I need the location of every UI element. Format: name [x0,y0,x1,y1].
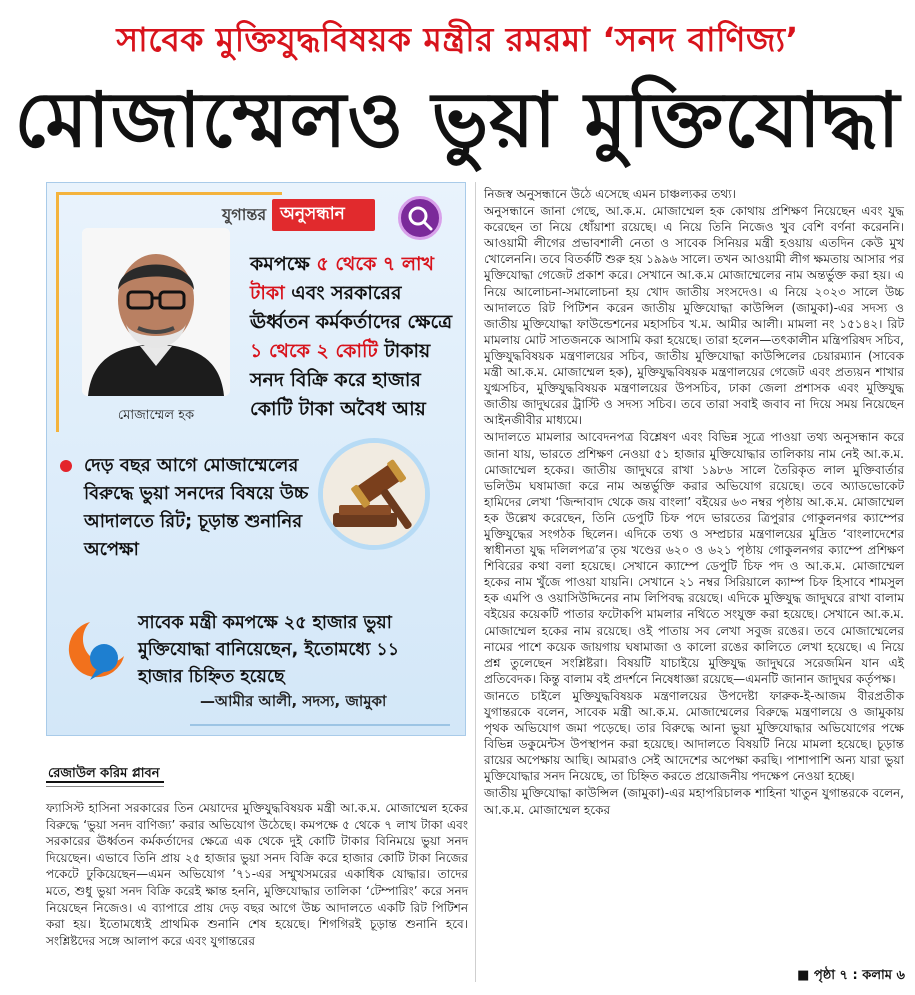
byline-rule [46,786,164,787]
byline-rule [46,781,164,783]
stat-highlight: ১ থেকে ২ কোটি [250,340,378,362]
headline: মোজাম্মেলও ভুয়া মুক্তিযোদ্ধা [14,75,901,164]
paragraph: আদালতে মামলার আবেদনপত্র বিশ্লেষণ এবং বিভিন্ন সূত্রে পাওয়া তথ্য অনুসন্ধান করে জানা যায়, ভারতে প্রশিক্ষণ নেওয়া ৫১ হাজার মুক্তিযোদ্ধার তালিকায় নাম নেই আ.ক.ম. মোজাম্মেল হকের। জাতীয় জাদুঘরে রাখা ১৯৮৬ সালে তৈরিকৃত লাল মুক্তিবার্তার ভলিউম ঘষামাজা করে নাম অন্তর্ভুক্তি করার অভিযোগ রয়েছে। তবে অ্যাডভোকেট হামিদের লেখা ‘জিন্দাবাদ থেকে জয় বাংলা’ বইয়ের ৬৩ নম্বর পৃষ্ঠায় আ.ক.ম. মোজাম্মেল হক উল্লেখ করেছেন, তিনি ডেপুটি চিফ পদে ভারতের ত্রিপুরার গোকুলনগর ক্যাম্পের মুক্তিযুদ্ধের সংগঠক ছিলেন। এদিকে তথ্য ও সম্প্রচার মন্ত্রণালয়ের মুদ্রিত ‘বাংলাদেশের স্বাধীনতা যুদ্ধ দলিলপত্র’র তৃয় খণ্ডের ৬২০ ও ৬২১ পৃষ্ঠায় গোকুলনগর ক্যাম্পে প্রশিক্ষণ শিবিরের কথা বলা হয়েছে। সেখানে ক্যাম্পে ডেপুটি চিফ পদ ও আ.ক.ম. মোজাম্মেল হকের নাম খুঁজে পাওয়া যায়নি। সেখানে ২১ নম্বর সিরিয়ালে ক্যাম্প চিফ হিসাবে শামসুল হক এমপি ও ওয়াসিউদ্দিনের নাম লিপিবদ্ধ রয়েছে। এদিকে মুক্তিযুদ্ধ জাদুঘরে রাখা বালাম বইয়ের কয়েকটি পাতার ফটোকপি মামলার নথিতে সংযুক্ত করা হয়েছে। সেখানে আ.ক.ম. মোজাম্মেল হকের নাম রয়েছে। ওই পাতায় সব লেখা সবুজ রঙের। তবে মোজাম্মেলের নামের পাশে কয়েক জায়গায় ঘষামাজা ও কালো রঙের কালিতে লেখা হয়েছে। এ নিয়ে প্রশ্ন তুলেছেন সংশ্লিষ্টরা। বিষয়টি যাচাইয়ে মুক্তিযুদ্ধ জাদুঘরে সরেজমিন যান এই প্রতিবেদক। কিন্তু বালাম বই প্রদর্শনে নিষেধাজ্ঞা রয়েছে—এমনটি জানান জাদুঘর কর্তৃপক্ষ। [484,430,904,686]
paragraph: নিজস্ব অনুসন্ধানে উঠে এসেছে এমন চাঞ্চল্যকর তথ্য। [484,187,736,201]
article-column-right [484,186,904,818]
highlight-court: দেড় বছর আগে মোজাম্মেলের বিরুদ্ধে ভুয়া সনদের বিষয়ে উচ্চ আদালতে রিট; চূড়ান্ত শুনানির অপেক্ষা [84,455,309,560]
highlight-stat [250,250,456,424]
kicker: সাবেক মুক্তিযুদ্ধবিষয়ক মন্ত্রীর রমরমা ‘সনদ বাণিজ্য’ [116,20,799,59]
paragraph: জানতে চাইলে মুক্তিযুদ্ধবিষয়ক মন্ত্রণালয়ের উপদেষ্টা ফারুক-ই-আজম বীরপ্রতীক যুগান্তরকে বলেন, সাবেক মন্ত্রী আ.ক.ম. মোজাম্মেলের বিরুদ্ধে মন্ত্রণালয়ে ও জামুকায় পৃথক অভিযোগ জমা পড়েছে। তার বিরুদ্ধে আনা ভুয়া মুক্তিযোদ্ধার অভিযোগের পক্ষে বিভিন্ন ডকুমেন্টস উপস্থাপন করা হয়েছে। আদালতে বিষয়টি নিয়ে মামলা হয়েছে। চূড়ান্ত রায়ের অপেক্ষায় আছি। আমরাও সেই আদেশের অপেক্ষা করছি। পাশাপাশি অন্য যারা ভুয়া মুক্তিযোদ্ধার সনদ নিয়েছে, তা চিহ্নিত করতে প্রয়োজনীয় পদক্ষেপ নেওয়া হচ্ছে। [484,688,904,784]
magnifier-icon [398,196,442,240]
series-tag [222,200,375,230]
paragraph: জাতীয় মুক্তিযোদ্ধা কাউন্সিল (জামুকা)-এর মহাপরিচালক শাহিনা খাতুন যুগান্তরকে বলেন, আ.ক.ম. মোজাম্মেল হকের [484,786,904,817]
byline: রেজাউল করিম প্লাবন [48,766,160,781]
series-name: যুগান্তর [222,204,267,224]
column-divider [475,182,476,982]
article-column-left [46,800,468,949]
stat-part: টাকায় সনদ বিক্রি করে হাজার কোটি টাকা অবৈধ আয় [250,340,431,420]
paragraph: অনুসন্ধানে জানা গেছে, আ.ক.ম. মোজাম্মেল হক কোথায় প্রশিক্ষণ নিয়েছেন এবং যুদ্ধ করেছেন তা নিয়ে ধোঁয়াশা রয়েছে। এ নিয়ে তিনি নিজেও খুব বেশি বর্ণনা করেননি। আওয়ামী লীগের প্রভাবশালী নেতা ও সাবেক সিনিয়র মন্ত্রী হওয়ায় এতদিন কেউ মুখ খোলেননি। তবে বিতর্কটি শুরু হয় ১৯৯৬ সালে। তখন আওয়ামী লীগ ক্ষমতায় আসার পর মুক্তিযোদ্ধা গেজেট প্রকাশ করে। সেখানে আ.ক.ম মোজাম্মেলের নাম অন্তর্ভুক্ত করা হয়। এ নিয়ে আলোচনা-সমালোচনা হয় খোদ জাতীয় সংসদেও। এ নিয়ে ২০২৩ সালে উচ্চ আদালতে রিট পিটিশন করেন জাতীয় মুক্তিযোদ্ধা কাউন্সিল (জামুকা)-এর সদস্য ও জাতীয় মুক্তিযোদ্ধা ফাউন্ডেশনের মহাসচিব খ.ম. আমীর আলী। মামলা নং ১৫১৪২। রিট মামলায় মোট সাতজনকে আসামি করা হয়েছে। তারা হলেন—তৎকালীন মন্ত্রিপরিষদ সচিব, মুক্তিযুদ্ধবিষয়ক মন্ত্রণালয়ের সচিব, জাতীয় মুক্তিযোদ্ধা কাউন্সিলের চেয়ারম্যান (সাবেক মন্ত্রী আ.ক.ম. মোজাম্মেল হক), মুক্তিযুদ্ধবিষয়ক মন্ত্রণালয়ের গেজেট এবং প্রত্যয়ন শাখার যুগ্মসচিব, মুক্তিযুদ্ধবিষয়ক মন্ত্রণালয়ের উপসচিব, ঢাকা জেলা প্রশাসক এবং মুক্তিযুদ্ধ জাতীয় জাদুঘরের ট্রাস্টি ও সদস্য সচিব। তবে তারা সবাই জবাব না দিয়ে সময় নিয়েছেন আইনজীবীর মাধ্যমে। [484,204,904,428]
quote-logo-icon [60,616,130,686]
continuation-note: ■ পৃষ্ঠা ৭ : কলাম ৬ [797,968,905,983]
stat-highlight: ৫ থেকে ৭ লাখ টাকা [250,253,435,304]
gavel-icon [318,438,430,550]
portrait-caption: মোজাম্মেল হক [117,408,195,423]
stat-part: এবং সরকারের ঊর্ধ্বতন কর্মকর্তাদের ক্ষেত্রে [250,282,453,333]
quote-rule [190,724,450,726]
quote-text: সাবেক মন্ত্রী কমপক্ষে ২৫ হাজার ভুয়া মুক্তিযোদ্ধা বানিয়েছেন, ইতোমধ্যে ১১ হাজার চিহ্নিত হয়েছে [138,613,400,687]
quote-source: —আমীর আলী, সদস্য, জামুকা [200,692,387,710]
paragraph: ফ্যাসিস্ট হাসিনা সরকারের তিন মেয়াদের মুক্তিযুদ্ধবিষয়ক মন্ত্রী আ.ক.ম. মোজাম্মেল হকের বিরুদ্ধে ‘ভুয়া সনদ বাণিজ্য’ করার অভিযোগ উঠেছে। কমপক্ষে ৫ থেকে ৭ লাখ টাকা এবং সরকারের ঊর্ধ্বতন কর্মকর্তাদের ক্ষেত্রে এক থেকে দুই কোটি টাকার বিনিময়ে ভুয়া সনদ দিয়েছেন। এভাবে তিনি প্রায় ২৫ হাজার ভুয়া সনদ বিক্রি করে হাজার কোটি টাকা নিজের পকেটে ঢুকিয়েছেন—এমন অভিযোগ ’৭১-এর সম্মুখসমরের একাধিক যোদ্ধার। তাদের মতে, শুধু ভুয়া সনদ বিক্রি করেই ক্ষান্ত হননি, মুক্তিযোদ্ধার তালিকা ‘টেম্পারিং’ করে সনদ নিয়েছেন নিজেও। এ ব্যাপারে প্রায় দেড় বছর আগে উচ্চ আদালতে একটি রিট পিটিশন করা হয়। ইতোমধ্যেই প্রাথমিক শুনানি শেষ হয়েছে। শিগগিরই চূড়ান্ত শুনানি হবে। সংশ্লিষ্টদের সঙ্গে আলাপ করে এবং যুগান্তরের [46,801,468,948]
stat-part: কমপক্ষে [250,253,317,275]
portrait-photo [82,228,230,396]
series-label: অনুসন্ধান [272,199,375,231]
